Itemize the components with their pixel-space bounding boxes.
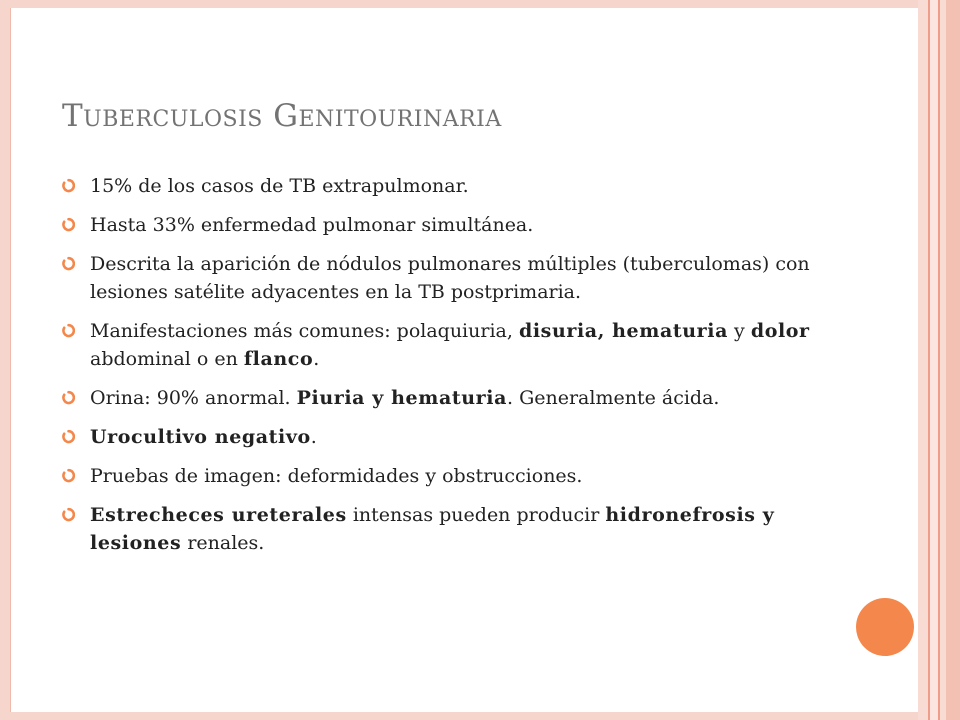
bullet-text: Orina: 90% anormal. xyxy=(90,387,297,409)
bullet-text: . xyxy=(313,348,320,370)
bullet-list xyxy=(62,172,832,568)
decorative-orange-circle xyxy=(856,598,914,656)
slide-border-bottom xyxy=(0,712,960,720)
bullet-text: abdominal o en xyxy=(90,348,244,370)
bullet-item xyxy=(62,462,832,490)
bullet-text: . Generalmente ácida. xyxy=(506,387,720,409)
bullet-text-bold: Urocultivo negativo xyxy=(90,426,311,448)
slide-border-left xyxy=(0,0,10,720)
slide-border-top xyxy=(0,0,960,8)
bullet-item xyxy=(62,317,832,373)
bullet-text: intensas pueden producir xyxy=(346,504,606,526)
bullet-item xyxy=(62,211,832,239)
open-circle-ring-icon xyxy=(62,507,75,522)
decorative-stripe xyxy=(918,0,928,720)
bullet-text-bold: disuria, hematuria xyxy=(518,320,728,342)
bullet-item xyxy=(62,423,832,451)
bullet-item xyxy=(62,384,832,412)
bullet-text-bold: dolor xyxy=(750,320,810,342)
open-circle-ring-icon xyxy=(62,390,75,405)
bullet-text-bold: flanco xyxy=(243,348,314,370)
bullet-text: Descrita la aparición de nódulos pulmonares múltiples (tuberculomas) con lesiones satélite adyacentes en la TB postprimaria. xyxy=(90,253,810,303)
open-circle-ring-icon xyxy=(62,429,75,444)
bullet-text-bold: Estrecheces ureterales xyxy=(90,504,347,526)
bullet-text: 15% de los casos de TB extrapulmonar. xyxy=(90,175,469,197)
bullet-text: . xyxy=(310,426,317,448)
bullet-text: Hasta 33% enfermedad pulmonar simultánea. xyxy=(90,214,534,236)
decorative-stripe xyxy=(930,0,938,720)
bullet-text: y xyxy=(727,320,751,342)
decorative-stripe xyxy=(946,0,960,720)
bullet-item xyxy=(62,501,832,557)
bullet-item xyxy=(62,172,832,200)
open-circle-ring-icon xyxy=(62,468,75,483)
open-circle-ring-icon xyxy=(62,323,75,338)
bullet-text-bold: Piuria y hematuria xyxy=(296,387,507,409)
bullet-text-bold: hidronefrosis y lesiones xyxy=(90,504,775,554)
slide-frame-line xyxy=(10,8,11,712)
bullet-text: Manifestaciones más comunes: polaquiuria, xyxy=(90,320,519,342)
open-circle-ring-icon xyxy=(62,178,75,193)
bullet-item xyxy=(62,250,832,306)
open-circle-ring-icon xyxy=(62,256,75,271)
open-circle-ring-icon xyxy=(62,217,75,232)
slide-title: Tuberculosis Genitourinaria xyxy=(62,98,502,134)
bullet-text: Pruebas de imagen: deformidades y obstrucciones. xyxy=(90,465,583,487)
bullet-text: renales. xyxy=(181,532,265,554)
